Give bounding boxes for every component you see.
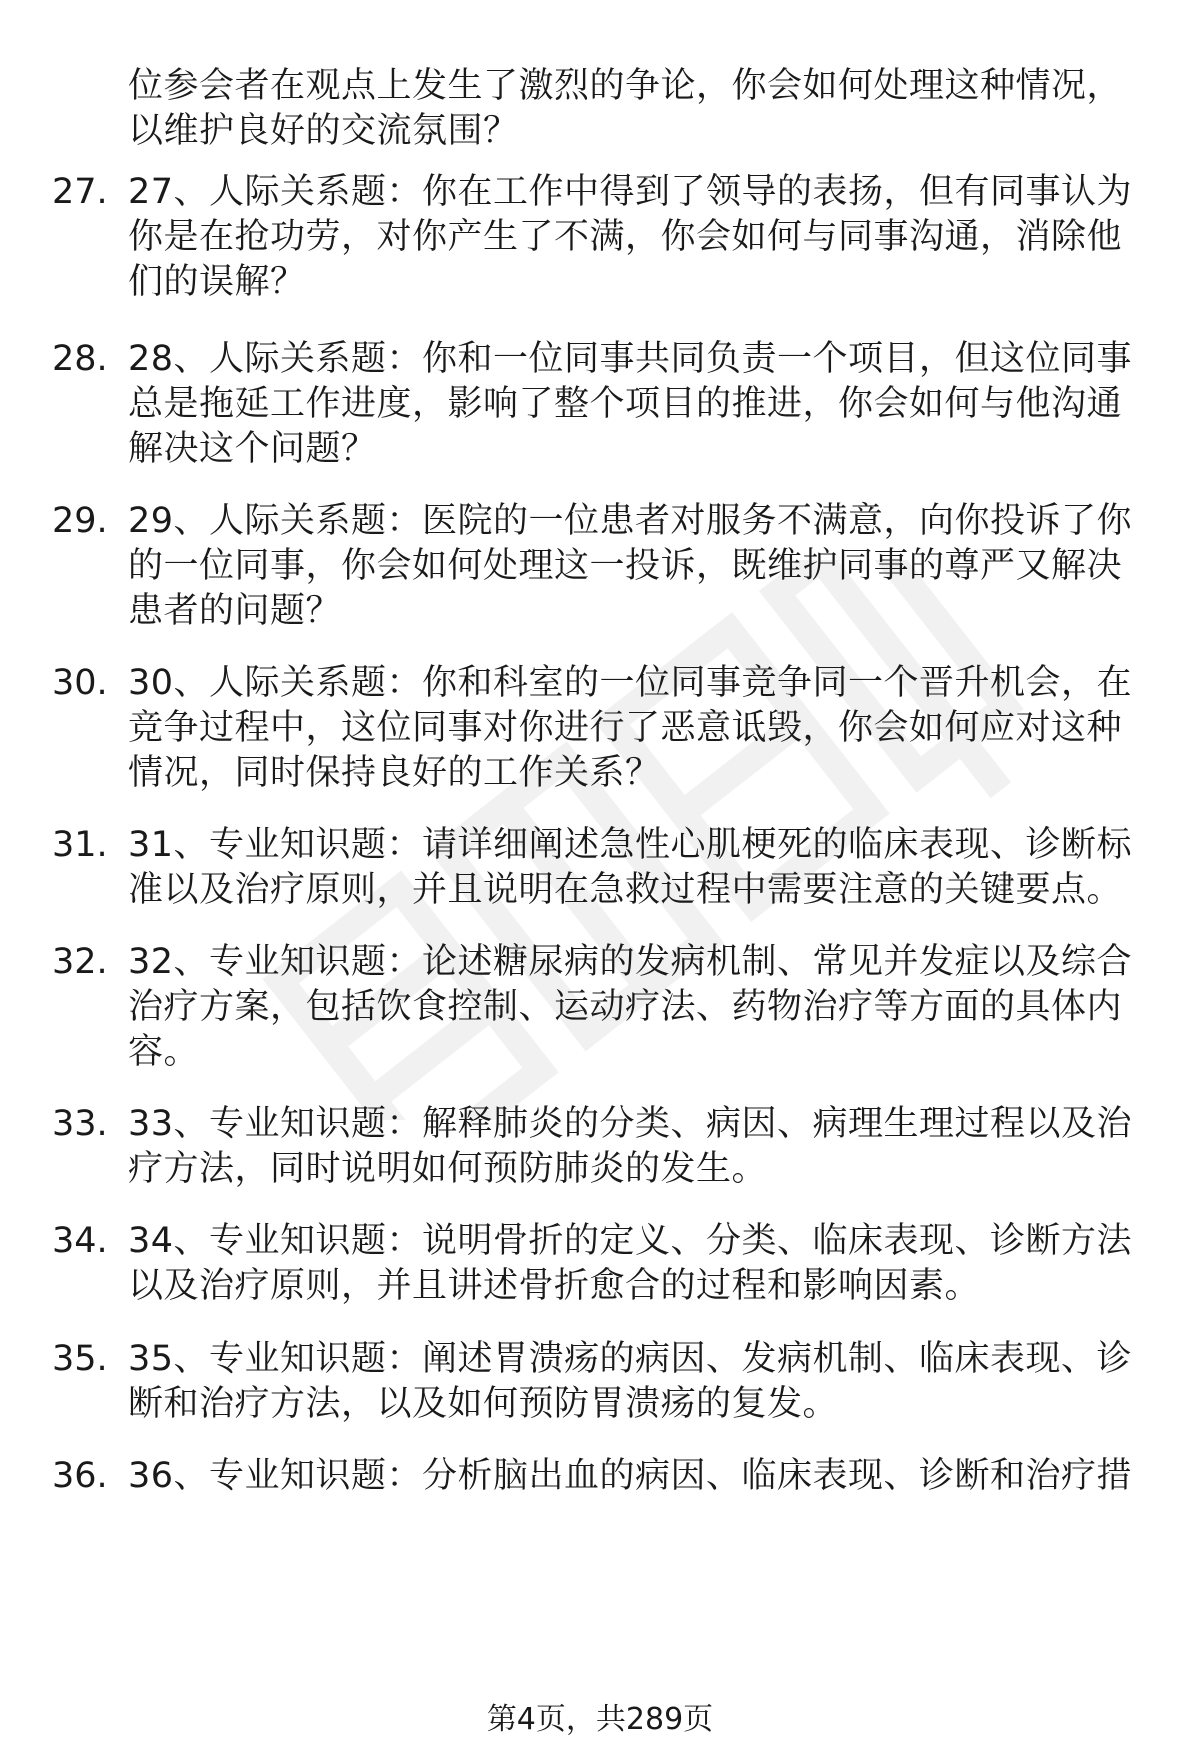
page-footer: 第4页，共289页: [486, 1702, 714, 1737]
continuation-paragraph: 位参会者在观点上发生了激烈的争论，你会如何处理这种情况，以维护良好的交流氛围？: [128, 66, 1123, 151]
item-number: 36.: [52, 1456, 108, 1496]
item-text: 34、专业知识题：说明骨折的定义、分类、临床表现、诊断方法以及治疗原则，并且讲述骨折愈合的过程和影响因素。: [128, 1221, 1133, 1306]
item-number: 27.: [52, 172, 108, 212]
item-text: 31、专业知识题：请详细阐述急性心肌梗死的临床表现、诊断标准以及治疗原则，并且说明在急救过程中需要注意的关键要点。: [128, 825, 1133, 910]
item-number: 29.: [52, 501, 108, 541]
item-text: 35、专业知识题：阐述胃溃疡的病因、发病机制、临床表现、诊断和治疗方法，以及如何预防胃溃疡的复发。: [128, 1339, 1133, 1424]
item-text: 27、人际关系题：你在工作中得到了领导的表扬，但有同事认为你是在抢功劳，对你产生了不满，你会如何与同事沟通，消除他们的误解？: [128, 172, 1133, 302]
item-number: 30.: [52, 663, 108, 703]
item-number: 33.: [52, 1104, 108, 1144]
item-number: 35.: [52, 1339, 108, 1379]
item-text: 30、人际关系题：你和科室的一位同事竞争同一个晋升机会，在竞争过程中，这位同事对你进行了恶意诋毁，你会如何应对这种情况，同时保持良好的工作关系？: [128, 663, 1133, 793]
item-text: 29、人际关系题：医院的一位患者对服务不满意，向你投诉了你的一位同事，你会如何处理这一投诉，既维护同事的尊严又解决患者的问题？: [128, 501, 1133, 631]
item-text: 32、专业知识题：论述糖尿病的发病机制、常见并发症以及综合治疗方案，包括饮食控制、运动疗法、药物治疗等方面的具体内容。: [128, 942, 1133, 1072]
item-text: 36、专业知识题：分析脑出血的病因、临床表现、诊断和治疗措: [128, 1456, 1133, 1496]
item-number: 32.: [52, 942, 108, 982]
item-number: 28.: [52, 339, 108, 379]
item-number: 34.: [52, 1221, 108, 1261]
item-number: 31.: [52, 825, 108, 865]
item-text: 28、人际关系题：你和一位同事共同负责一个项目，但这位同事总是拖延工作进度，影响了整个项目的推进，你会如何与他沟通解决这个问题？: [128, 339, 1133, 469]
item-text: 33、专业知识题：解释肺炎的分类、病因、病理生理过程以及治疗方法，同时说明如何预防肺炎的发生。: [128, 1104, 1133, 1189]
